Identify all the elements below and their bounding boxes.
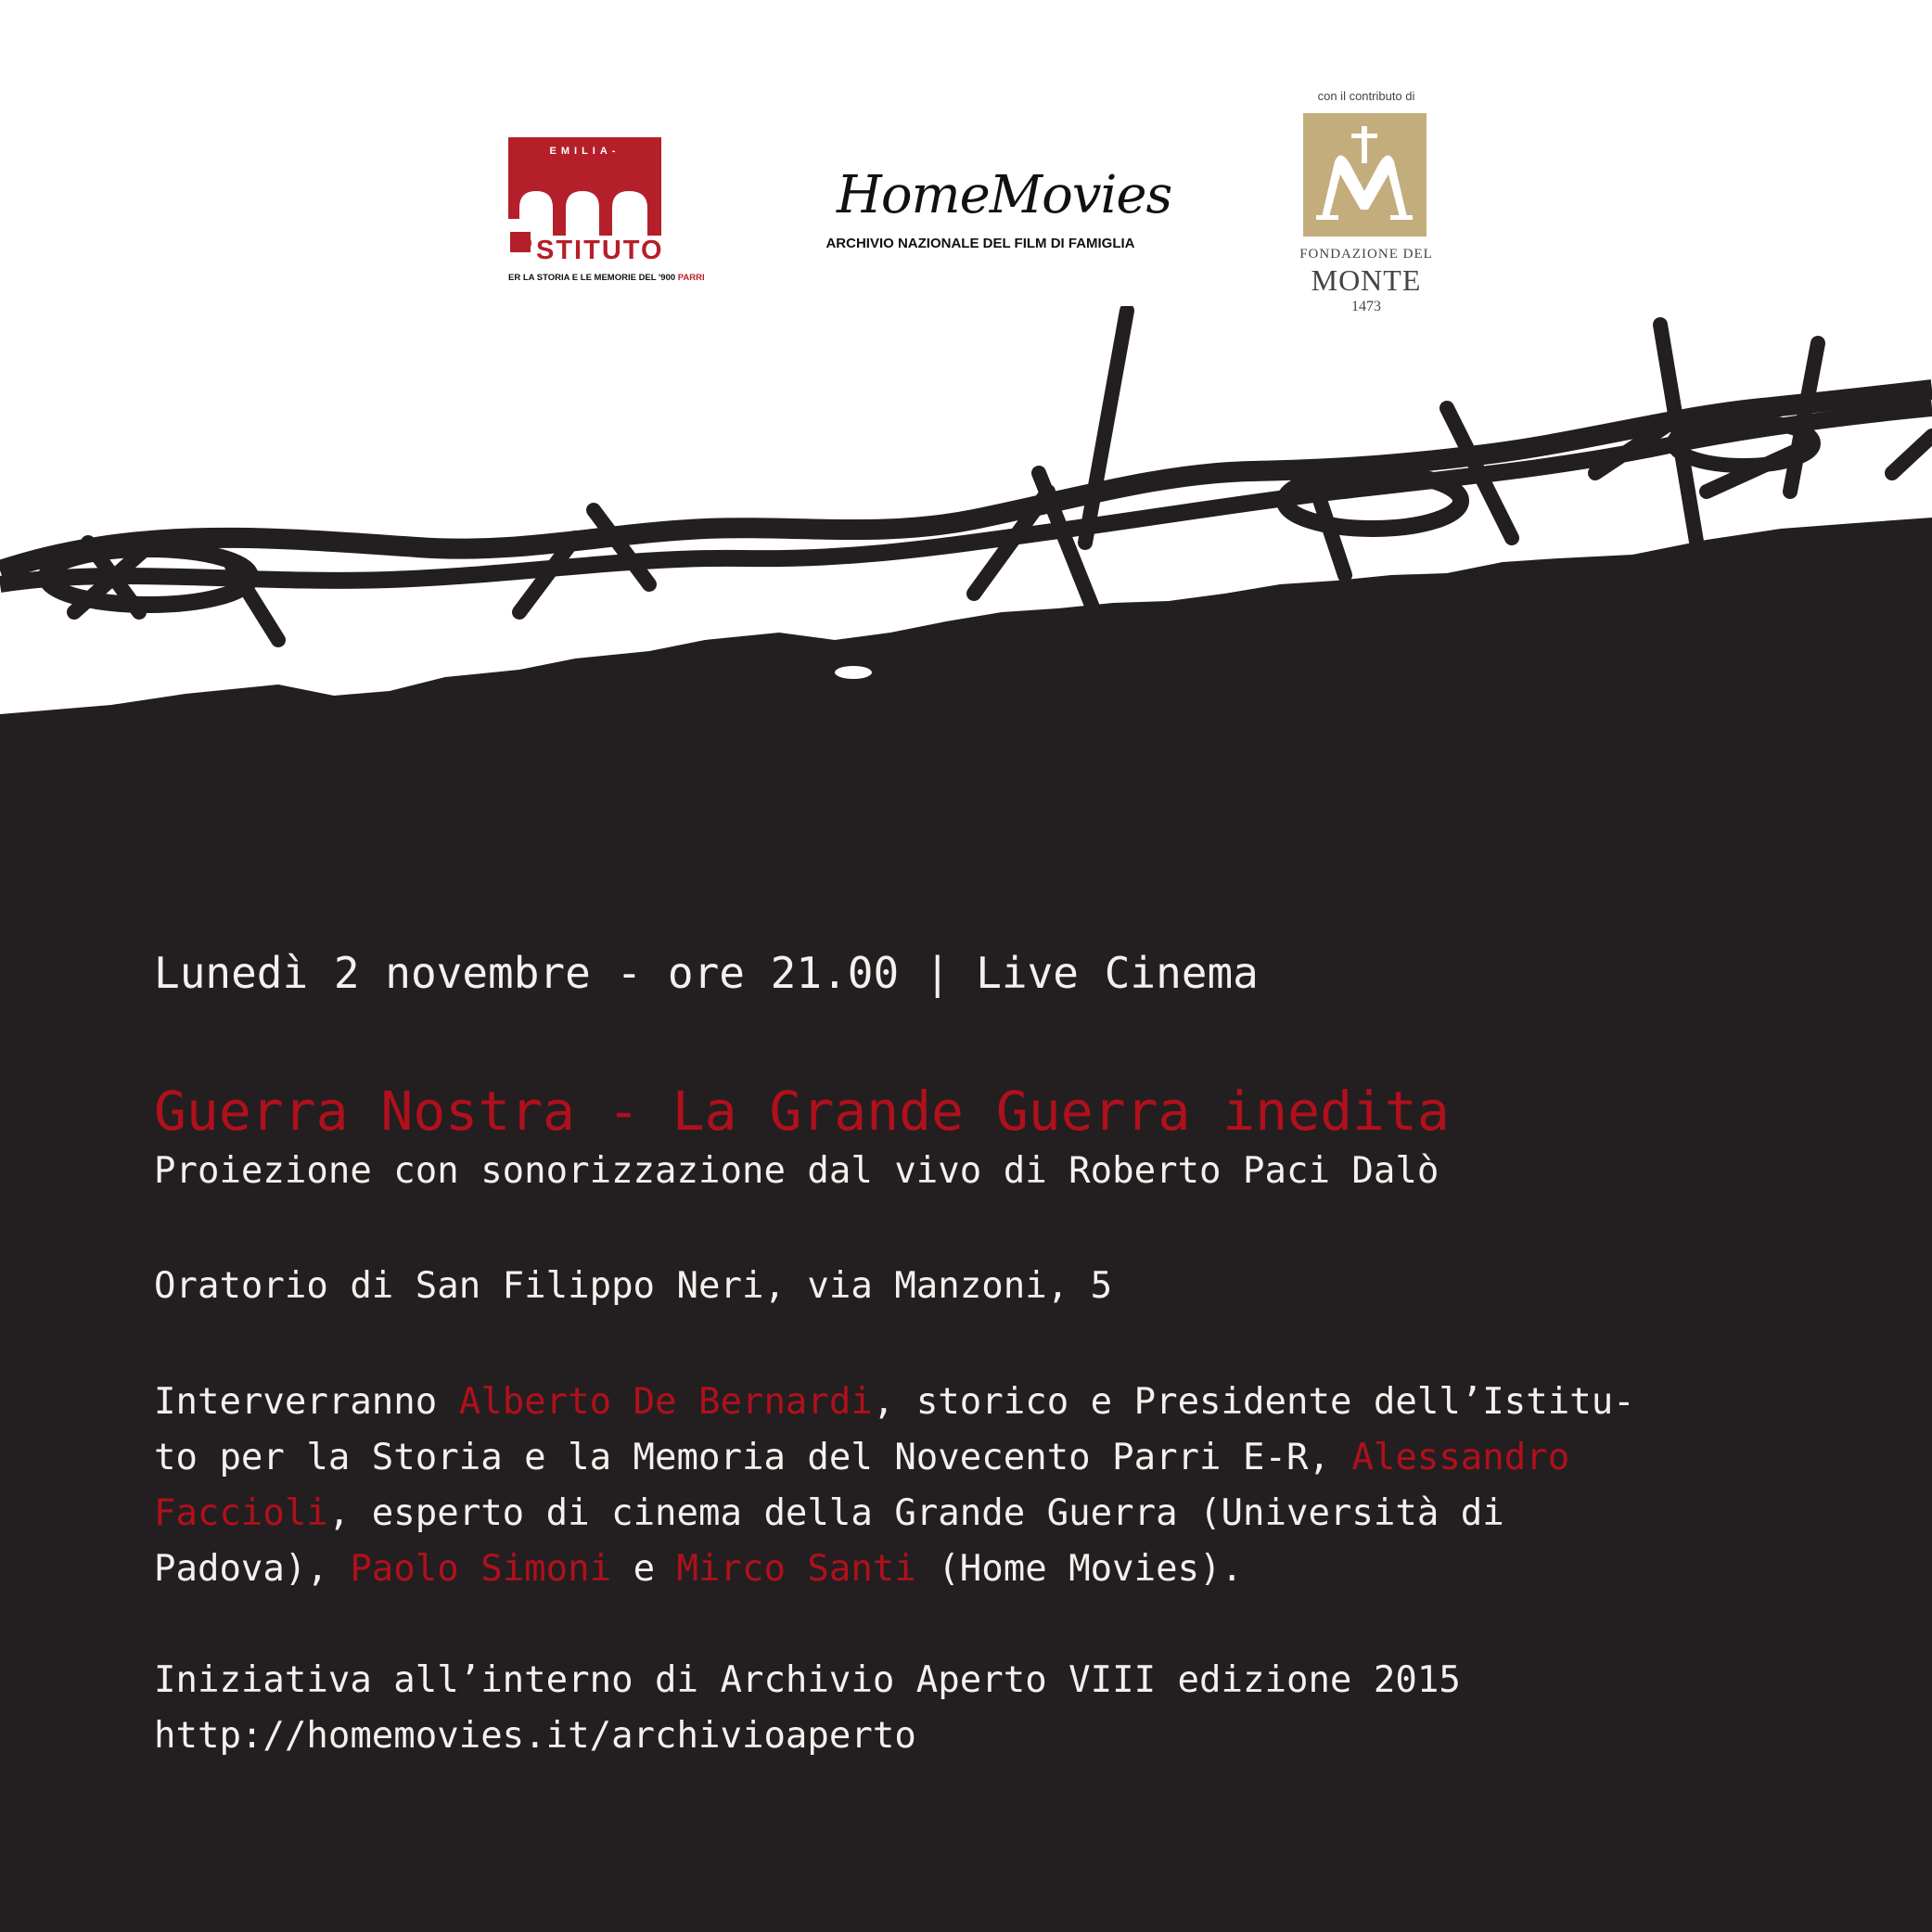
- homemovies-logo: [809, 165, 1172, 258]
- speaker-name: Paolo Simoni: [350, 1548, 612, 1590]
- fondazione-year: 1473: [1351, 299, 1381, 314]
- barbed-wire-silhouette: [0, 306, 1932, 770]
- speakers-line-4: Padova), Paolo Simoni e Mirco Santi (Home Movies).: [154, 1548, 1244, 1590]
- event-speakers-paragraph: [154, 1375, 1842, 1597]
- istituto-region-band: EMILIA-: [508, 137, 661, 165]
- initiative-line: Iniziativa all’interno di Archivio Aperto VIII edizione 2015: [154, 1659, 1461, 1701]
- fondazione-name-line1: FONDAZIONE DEL: [1299, 247, 1433, 262]
- website-link[interactable]: http://homemovies.it/archivioaperto: [154, 1715, 916, 1757]
- fondazione-monte-logo: [1297, 89, 1436, 321]
- istituto-subtitle: ER LA STORIA E LE MEMORIE DEL '900 PARRI: [508, 273, 705, 283]
- event-date-line: Lunedì 2 novembre - ore 21.00 | Live Cinema: [154, 948, 1259, 998]
- sponsor-caption: con il contributo di: [1317, 89, 1415, 103]
- istituto-parri-logo: [508, 137, 705, 293]
- event-venue: Oratorio di San Filippo Neri, via Manzoni, 5: [154, 1265, 1113, 1307]
- speaker-name: Faccioli: [154, 1492, 328, 1534]
- event-subtitle: Proiezione con sonorizzazione dal vivo di Roberto Paci Dalò: [154, 1150, 1439, 1192]
- fondazione-emblem: [1303, 113, 1427, 237]
- speaker-name: Alberto De Bernardi: [458, 1381, 873, 1423]
- fondazione-name-line2: MONTE: [1311, 263, 1422, 297]
- homemovies-subtitle: ARCHIVIO NAZIONALE DEL FILM DI FAMIGLIA: [825, 236, 1135, 251]
- speakers-line-1: Interverranno Alberto De Bernardi, storico e Presidente dell’Istitu-: [154, 1381, 1635, 1423]
- cross-monogram-icon: [1303, 113, 1427, 237]
- speaker-name: Mirco Santi: [676, 1548, 916, 1590]
- event-footer: [154, 1653, 1461, 1764]
- istituto-word: STITUTO: [536, 236, 664, 265]
- speaker-name: Alessandro: [1351, 1437, 1570, 1478]
- homemovies-title: HomeMovies: [837, 165, 1172, 225]
- event-title: Guerra Nostra - La Grande Guerra inedita: [154, 1080, 1450, 1143]
- speakers-line-2: to per la Storia e la Memoria del Novecento Parri E-R, Alessandro: [154, 1437, 1570, 1478]
- speakers-line-3: Faccioli, esperto di cinema della Grande Guerra (Università di: [154, 1492, 1504, 1534]
